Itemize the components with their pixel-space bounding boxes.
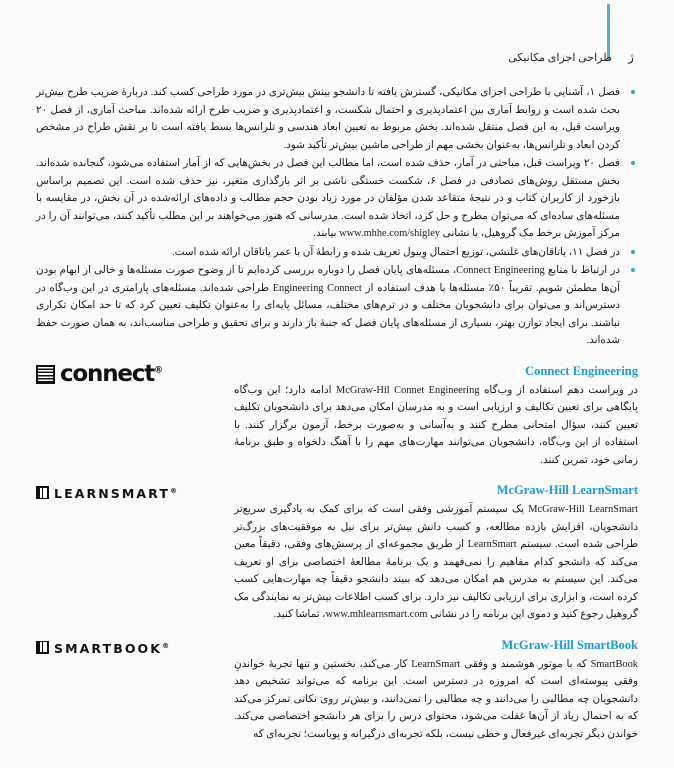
list-item [36,244,638,262]
section-heading: McGraw-Hill LearnSmart [496,483,638,497]
mcgraw-hill-mark-icon [36,641,49,654]
connect-logo [36,360,228,397]
learnsmart-logo [36,482,228,516]
section-body-text: McGraw-Hill LearnSmart یک سیستم آموزشی وفقی است که برای کمک به یادگیری سریع‌تر دانشجویان، افزایش بازده مطالعه، و کسب دانش بیش‌تر برای نیل به موفقیت‌های بزرگ‌تر طراحی شده است. سیستم LearnSmart از طریق مجموعه‌ای از پرسش‌های وفقی، دقیقاً معین می‌کند که دانشجو کدام مفاهیم را نمی‌فهمد و یک برنامهٔ مطالعهٔ اختصاصی برای او تعریف می‌کند. این سیستم به مدرس هم امکان می‌دهد که ببیند دانشجو دقیقاً چه مهارت‌هایی کسب کرده است، و ابزاری برای ارزیابی تکالیف نیز دارد. برای کسب اطلاعات بیش‌تر به نمایندگی مک گروهیل رجوع کنید و دموی این برنامه را در نشانی www.mhlearnsmart.com، تماشا کنید. [234,504,638,620]
running-head-title: طراحی اجزای مکانیکی [508,51,612,64]
section-heading: McGraw-Hill SmartBook [501,637,638,652]
page-folio: ژ [628,52,634,64]
page-header [34,46,640,68]
bullet-dot-icon [631,161,635,165]
connect-logo-group [36,360,164,387]
section-body-text: در ویراست دهم استفاده از وب‌گاه McGraw-Hil Connet Engineering ادامه دارد؛ این وب‌گاه پایگاهی برای تعیین تکالیف و ارزیابی است و به مدرسان امکان می‌دهد برای دانشجویان تکلیف تعیین کنند، سؤال امتحانی مطرح کنند و به‌آسانی و به‌صورت برخط، آزمون برگزار کنند. با استفاده از این وب‌گاه، دانشجویان می‌توانند مهارت‌های مهم را با آهنگ دلخواه و طبق برنامهٔ زمانی خود، تمرین کنند. [234,384,638,466]
bullet-dot-icon [631,90,635,94]
bullet-text: در فصل ۱۱، یاتاقان‌های غلتشی، توزیع احتمال وِیبول تعریف شده و رابطهٔ آن با عمر یاتاقان ارائه شده است. [171,246,620,258]
bullet-dot-icon [631,250,635,254]
bullet-dot-icon [631,268,635,272]
section-smartbook [36,638,638,744]
section-heading: Connect Engineering [525,363,638,378]
section-learnsmart [36,483,638,624]
list-item [36,155,638,243]
learnsmart-wordmark: LEARNSMART® [54,486,177,502]
smartbook-logo [36,637,228,671]
registered-trademark-icon: ® [169,487,177,495]
mcgraw-hill-mark-icon [36,486,49,499]
smartbook-wordmark: SMARTBOOK® [54,640,170,656]
list-item [36,84,638,154]
section-body-text: SmartBook که با موتور هوشمند و وفقی LearnSmart کار می‌کند، نخستین و تنها تجربهٔ خواندنِ وفقی پیوسته‌ای است که امروزه در دسترس است. این برنامه که می‌تواند تشخیص دهد دانشجویان چه مطالبی را می‌دانند و چه مطالبی را نمی‌دانند، و بیش‌تر روی نکاتی تمرکز می‌کند که به احتمال زیاد از آن‌ها غفلت می‌شود، محتوای درس را برای هر دانشجو اختصاصی می‌کند. خواندن دیگر تجربه‌ای غیرفعال و خطی نیست، بلکه تجربه‌ای درگیرانه و پویاست؛ تجربه‌ای که [234,658,638,740]
learnsmart-logo-group [36,482,177,503]
bullet-text: فصل ۲۰ ویراست قبل، مباحثی در آمار، حذف شده است، اما مطالب این فصل در بخش‌هایی که از آمار استفاده می‌شود، گنجانده شده‌اند. بخش مستقل روش‌های تصادفی در فصل ۶، شکست خستگی ناشی بر اثر بارگذاری متغیر، نیز حذف شده است. این تصمیم براساس بازخورد از کاربران کتاب و در نتیجهٔ متقاعد شدن مؤلفان در مورد زیاد بودن حجم مطالب و داده‌های ارائه‌شده در آن بخش، در مقایسه با مسئله‌های ساده‌ای که می‌توان مطرح و حل کرد، اتخاذ شده است. مدرسانی که هنوز می‌خواهند بر این مطلب تأکید کنند، می‌توانند آن را در مرکز آموزش برخط مک گروهیل، با نشانی www.mhhe.com/shigley بیابند. [36,158,621,239]
registered-trademark-icon: ® [162,641,170,650]
connect-wordmark: connect® [60,360,164,387]
section-connect-engineering [36,360,638,470]
bullet-text: در ارتباط با منابع Connect Engineering، مسئله‌های پایان فصل را دوباره بررسی کرده‌ایم تا از وضوح صورت مسئله‌ها و خالی از ابهام بودن آن‌ها مطمئن شویم. تقریباً ۵۰٪ مسئله‌ها با هدف استفاده از Engineering Connect طراحی شده‌اند. مسئله‌های پارامتری در این وب‌گاه در دسترس‌اند و می‌توان برای دانشجویان مختلف و در ترم‌های مختلف، مسائل پایه‌ای را به‌عنوان تکلیف تعیین کرد که تا حد امکان تکراری نباشند. برای ایجاد توازن بهتر، بسیاری از مسئله‌های پایان فصل که جنبهٔ باز دارند و برای تحقیق و طراحی مناسب‌اند، به همان صورت حفظ شده‌اند. [36,265,621,346]
changes-bullet-list [36,84,638,350]
page-content [36,84,638,740]
list-item [36,262,638,350]
smartbook-logo-group [36,637,169,658]
bullet-text: فصل ۱، آشنایی با طراحی اجزای مکانیکی، گسترش یافته تا دانشجو بینش بیش‌تری در مورد طراحی کسب کند. دربارهٔ ضریب طرح بیش‌تر بحث شده است و روابط آماری بین اعتمادپذیری و احتمال شکست، و اعتمادپذیری و ضریب طرح ارائه شده‌اند. مباحث آماری، از فصل ۲۰ ویراست قبل، به این فصل منتقل شده‌اند. بخش مربوط به تعیین ابعاد هندسی و تلرانس‌ها بسط یافته است تا بر نقش طراح در مشخص کردن ابعاد و تلرانس‌ها، به‌عنوان بخشی مهم از طراحی ماشین بیش‌تر تأکید شود. [36,87,620,151]
mcgraw-hill-mark-icon [36,365,55,384]
registered-trademark-icon: ® [154,364,164,375]
